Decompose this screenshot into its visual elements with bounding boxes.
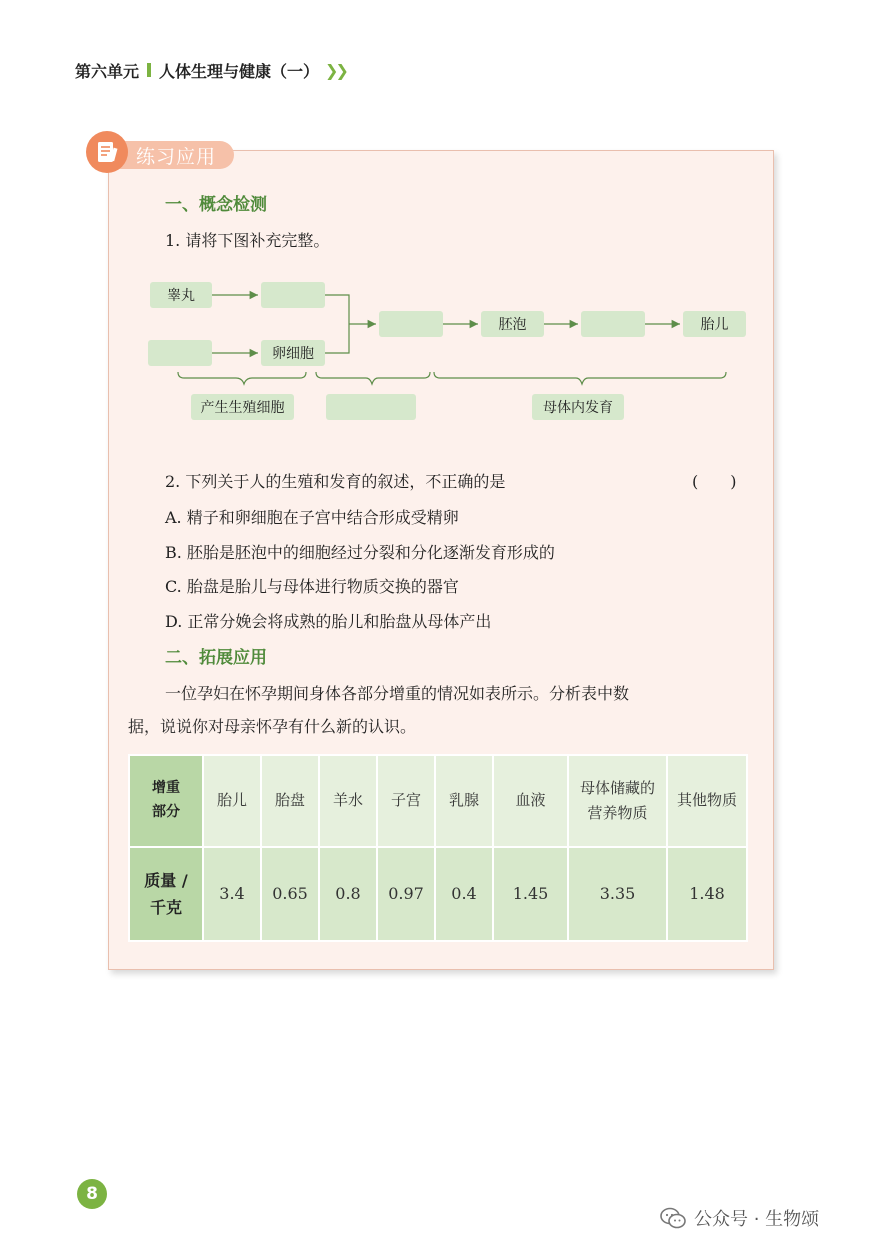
table-cell: 3.35 [568,847,667,941]
badge-label: 练习应用 [136,146,217,168]
table-cell: 胎儿 [203,755,261,847]
table-cell: 0.8 [319,847,377,941]
table-cell: 血液 [493,755,568,847]
page-number: 8 [77,1179,107,1209]
blank-box-merge[interactable] [379,311,443,337]
table-cell: 乳腺 [435,755,493,847]
section-title-extension: 二、拓展应用 [165,648,267,668]
double-chevron-right-icon: ❯❯ [325,60,346,80]
table-cell: 1.48 [667,847,747,941]
blank-box-left[interactable] [148,340,212,366]
box-fetus: 胎儿 [683,311,746,337]
extension-text-line2: 据，说说你对母亲怀孕有什么新的认识。 [128,717,417,736]
blank-box-top[interactable] [261,282,325,308]
watermark-text: 公众号 · 生物颂 [694,1209,820,1230]
unit-label: 第六单元 [75,61,140,81]
table-cell: 子宫 [377,755,435,847]
wechat-icon [660,1207,686,1229]
row-header-weight-part: 增重 部分 [129,755,203,847]
option-c[interactable]: C. 胎盘是胎儿与母体进行物质交换的器官 [165,577,459,596]
label-produce-gametes: 产生生殖细胞 [191,394,294,420]
extension-text-line1: 一位孕妇在怀孕期间身体各部分增重的情况如表所示。分析表中数 [165,684,630,703]
table-cell: 0.4 [435,847,493,941]
answer-parentheses[interactable]: ( ) [692,472,737,491]
table-cell: 母体储藏的 营养物质 [568,755,667,847]
question-2-stem: 2. 下列关于人的生殖和发育的叙述，不正确的是 [165,472,506,491]
table-cell: 胎盘 [261,755,319,847]
table-row-parts [129,755,747,847]
box-testis: 睾丸 [150,282,212,308]
option-b[interactable]: B. 胚胎是胚泡中的细胞经过分裂和分化逐渐发育形成的 [165,543,555,562]
row-header-mass-kg: 质量 / 千克 [129,847,203,941]
table-cell: 0.65 [261,847,319,941]
table-row-mass [129,847,747,941]
question-1-text: 1. 请将下图补充完整。 [165,231,330,250]
table-cell: 其他物质 [667,755,747,847]
box-blastocyst: 胚泡 [481,311,544,337]
table-cell: 3.4 [203,847,261,941]
box-egg-cell: 卵细胞 [261,340,325,366]
label-maternal-development: 母体内发育 [532,394,624,420]
table-cell: 1.45 [493,847,568,941]
section-title-concept-check: 一、概念检测 [165,195,267,215]
table-cell: 羊水 [319,755,377,847]
table-cell: 0.97 [377,847,435,941]
blank-box-middle[interactable] [581,311,645,337]
watermark [660,1205,819,1231]
weight-gain-table [128,754,748,942]
option-d[interactable]: D. 正常分娩会将成熟的胎儿和胎盘从母体产出 [165,612,492,631]
chapter-title: 人体生理与健康（一） [159,61,320,81]
blank-label-box[interactable] [326,394,416,420]
option-a[interactable]: A. 精子和卵细胞在子宫中结合形成受精卵 [165,508,459,527]
